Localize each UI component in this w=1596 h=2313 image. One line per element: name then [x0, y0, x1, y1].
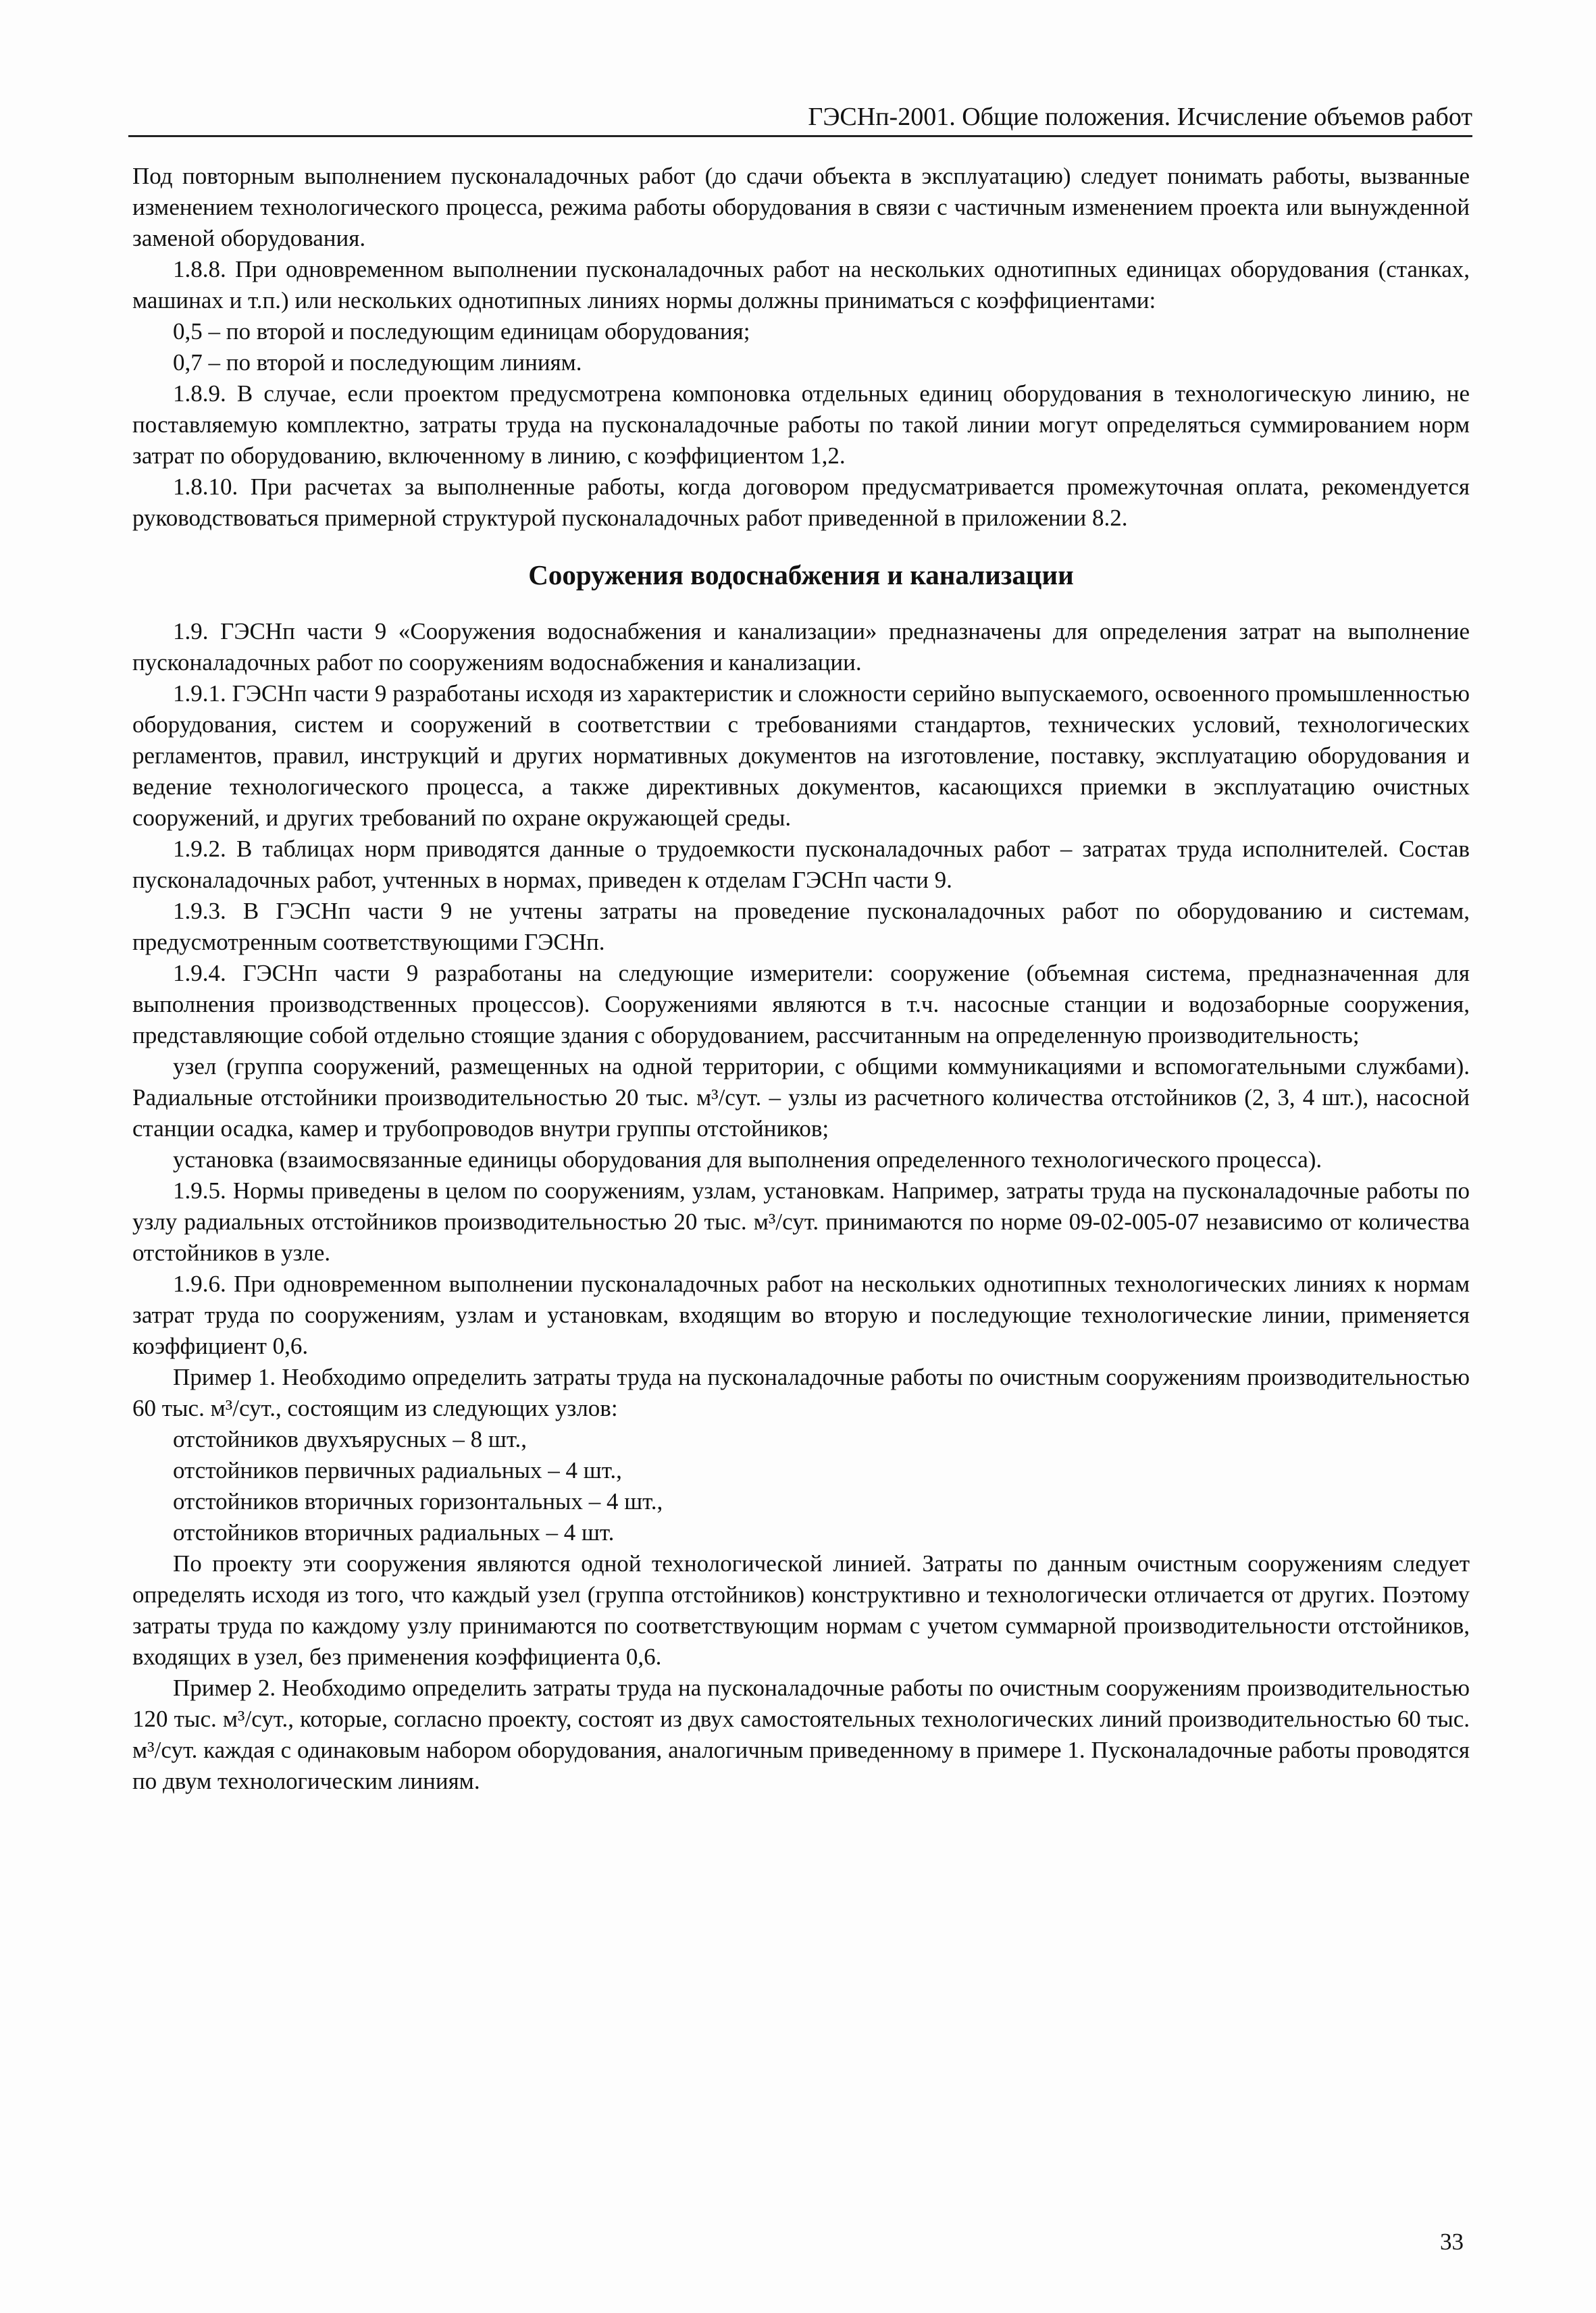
running-header: ГЭСНп-2001. Общие положения. Исчисление объемов работ: [128, 101, 1472, 137]
example-2: Пример 2. Необходимо определить затраты труда на пусконаладочные работы по очистным сооружениям производительностью 120 тыс. м³/сут., которые, согласно проекту, состоят из двух самостоятельных технологических линий производительностью 60 тыс. м³/сут. каждая с одинаковым набором оборудования, аналогичным приведенному в примере 1. Пусконаладочные работы проводятся по двум технологическим линиям.: [132, 1675, 1470, 1794]
paragraph-1-9-1: 1.9.1. ГЭСНп части 9 разработаны исходя из характеристик и сложности серийно выпускаемого, освоенного промышленностью оборудования, систем и сооружений в соответствии с требованиями стандартов, технических условий, технологических регламентов, правил, инструкций и других нормативных документов на изготовление, поставку, эксплуатацию оборудования и ведение технологического процесса, а также директивных документов, касающихся приемки в эксплуатацию очистных сооружений, и других требований по охране окружающей среды.: [132, 680, 1470, 831]
paragraph-1-8-10: 1.8.10. При расчетах за выполненные работы, когда договором предусматривается промежуточная оплата, рекомендуется руководствоваться примерной структурой пусконаладочных работ приведенной в приложении 8.2.: [132, 474, 1470, 531]
paragraph-1-9: 1.9. ГЭСНп части 9 «Сооружения водоснабжения и канализации» предназначены для определения затрат на выполнение пусконаладочных работ по сооружениям водоснабжения и канализации.: [132, 618, 1470, 676]
paragraph-1-9-5: 1.9.5. Нормы приведены в целом по сооружениям, узлам, установкам. Например, затраты труда на пусконаладочные работы по узлу радиальных отстойников производительностью 20 тыс. м³/сут. принимаются по норме 09-02-005-07 независимо от количества отстойников в узле.: [132, 1177, 1470, 1266]
example-1-explanation: По проекту эти сооружения являются одной технологической линией. Затраты по данным очистным сооружениям следует определять исходя из того, что каждый узел (группа отстойников) конструктивно и технологически отличается от других. Поэтому затраты труда по каждому узлу принимаются по соответствующим нормам с учетом суммарной производительности отстойников, входящих в узел, без применения коэффициента 0,6.: [132, 1550, 1470, 1670]
paragraph-1-9-4: 1.9.4. ГЭСНп части 9 разработаны на следующие измерители: сооружение (объемная система, предназначенная для выполнения производственных процессов). Сооружениями являются в т.ч. насосные станции и водозаборные сооружения, представляющие собой отдельно стоящие здания с оборудованием, рассчитанным на определенную производительность;: [132, 960, 1470, 1048]
body-text: [132, 161, 1470, 1797]
section-title: Сооружения водоснабжения и канализации: [528, 559, 1074, 590]
paragraph-1-8-8: 1.8.8. При одновременном выполнении пусконаладочных работ на нескольких однотипных единицах оборудования (станках, машинах и т.п.) или нескольких однотипных линиях нормы должны приниматься с коэффициентами:: [132, 256, 1470, 313]
paragraph-1-9-3: 1.9.3. В ГЭСНп части 9 не учтены затраты на проведение пусконаладочных работ по оборудованию и системам, предусмотренным соответствующими ГЭСНп.: [132, 898, 1470, 955]
example-1-list-item: отстойников вторичных радиальных – 4 шт.: [173, 1519, 615, 1546]
paragraph-1-9-6: 1.9.6. При одновременном выполнении пусконаладочных работ на нескольких однотипных технологических линиях к нормам затрат труда по сооружениям, узлам и установкам, входящим во вторую и последующие технологические линии, применяется коэффициент 0,6.: [132, 1271, 1470, 1359]
coefficient-item: 0,7 – по второй и последующим линиям.: [173, 349, 582, 376]
paragraph-installation-definition: установка (взаимосвязанные единицы оборудования для выполнения определенного технологического процесса).: [173, 1146, 1322, 1173]
paragraph-node-definition: узел (группа сооружений, размещенных на одной территории, с общими коммуникациями и вспомогательными службами). Радиальные отстойники производительностью 20 тыс. м³/сут. – узлы из расчетного количества отстойников (2, 3, 4 шт.), насосной станции осадка, камер и трубопроводов внутри группы отстойников;: [132, 1053, 1470, 1142]
paragraph-1-8-9: 1.8.9. В случае, если проектом предусмотрена компоновка отдельных единиц оборудования в технологическую линию, не поставляемую комплектно, затраты труда на пусконаладочные работы по такой линии могут определяться суммированием норм затрат по оборудованию, включенному в линию, с коэффициентом 1,2.: [132, 380, 1470, 469]
example-1-list-item: отстойников вторичных горизонтальных – 4 шт.,: [173, 1488, 663, 1515]
page-number: 33: [1440, 2229, 1464, 2255]
example-1-list-item: отстойников первичных радиальных – 4 шт.,: [173, 1457, 622, 1483]
example-1-list-item: отстойников двухъярусных – 8 шт.,: [173, 1426, 527, 1452]
coefficient-item: 0,5 – по второй и последующим единицам оборудования;: [173, 318, 750, 345]
paragraph-1-9-2: 1.9.2. В таблицах норм приводятся данные о трудоемкости пусконаладочных работ – затратах труда исполнителей. Состав пусконаладочных работ, учтенных в нормах, приведен к отделам ГЭСНп части 9.: [132, 836, 1470, 893]
paragraph: Под повторным выполнением пусконаладочных работ (до сдачи объекта в эксплуатацию) следует понимать работы, вызванные изменением технологического процесса, режима работы оборудования в связи с частичным изменением проекта или вынужденной заменой оборудования.: [132, 163, 1470, 251]
example-1: Пример 1. Необходимо определить затраты труда на пусконаладочные работы по очистным сооружениям производительностью 60 тыс. м³/сут., состоящим из следующих узлов:: [132, 1364, 1470, 1421]
